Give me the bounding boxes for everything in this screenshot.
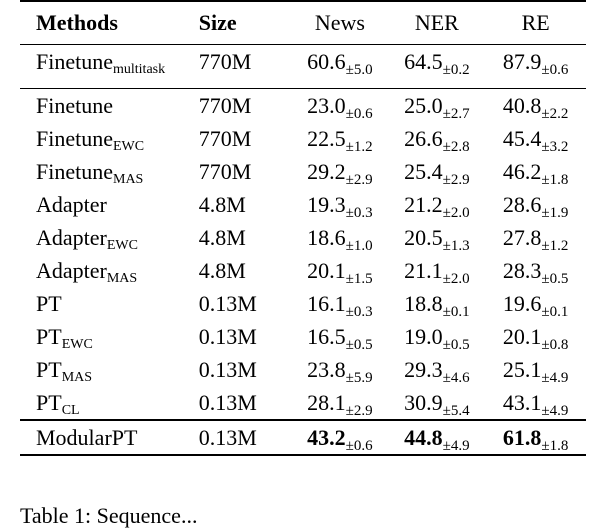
re-cell (485, 221, 586, 254)
re-cell (485, 89, 586, 123)
news-value: 23.0 (307, 92, 346, 118)
re-value: 87.9 (502, 48, 542, 74)
method-cell (20, 254, 199, 287)
method-name: Adapter (36, 257, 107, 283)
size-cell: 4.8M (198, 257, 246, 283)
ner-std: ±2.9 (442, 171, 470, 188)
size-cell: 4.8M (198, 191, 246, 217)
ner-std: ±0.1 (442, 303, 470, 320)
ner-value: 44.8 (404, 424, 443, 450)
re-value: 20.1 (502, 323, 542, 349)
news-cell (291, 420, 388, 455)
news-std: ±1.0 (345, 237, 373, 254)
size-cell: 770M (199, 45, 292, 79)
re-value: 40.8 (502, 92, 542, 118)
table-row (20, 254, 586, 287)
ner-cell (388, 221, 485, 254)
news-value: 16.5 (307, 323, 346, 349)
method-cell (20, 155, 199, 188)
re-value: 25.1 (502, 356, 542, 382)
method-subscript: EWC (106, 237, 138, 253)
size-cell: 770M (199, 89, 292, 123)
news-value: 43.2 (307, 424, 346, 450)
news-cell (291, 122, 388, 155)
re-std: ±0.6 (541, 61, 569, 78)
news-value: 28.1 (307, 389, 346, 415)
method-subscript: CL (61, 402, 80, 418)
news-std: ±0.5 (345, 336, 373, 353)
ner-value: 21.1 (404, 257, 443, 283)
size-cell: 0.13M (198, 356, 257, 382)
ner-cell (388, 287, 485, 320)
re-value: 46.2 (502, 158, 542, 184)
news-std: ±1.5 (345, 270, 373, 287)
size-cell: 0.13M (198, 323, 257, 349)
news-std: ±0.6 (345, 437, 373, 454)
method-name: PT (36, 323, 62, 349)
re-value: 45.4 (502, 125, 542, 151)
re-std: ±4.9 (541, 369, 569, 386)
table-row-modularpt (20, 420, 586, 455)
method-name: Finetune (36, 125, 113, 151)
size-cell: 0.13M (198, 290, 257, 316)
news-value: 60.6 (307, 48, 346, 74)
ner-cell (388, 420, 485, 455)
re-std: ±3.2 (541, 138, 569, 155)
news-std: ±2.9 (345, 171, 373, 188)
ner-value: 29.3 (404, 356, 443, 382)
size-cell: 0.13M (199, 420, 292, 455)
method-subscript: MAS (113, 171, 144, 187)
news-std: ±2.9 (345, 402, 373, 419)
re-cell (485, 254, 586, 287)
re-std: ±1.8 (541, 437, 569, 454)
method-subscript: EWC (61, 336, 93, 352)
ner-cell (388, 386, 485, 420)
news-std: ±0.3 (345, 303, 373, 320)
news-cell (291, 89, 388, 123)
method-subscript: MAS (106, 270, 138, 286)
ner-cell (388, 320, 485, 353)
ner-value: 64.5 (404, 48, 443, 74)
header-ner: NER (388, 1, 485, 45)
ner-cell (388, 254, 485, 287)
re-std: ±0.8 (541, 336, 569, 353)
ner-value: 20.5 (404, 224, 443, 250)
re-std: ±1.8 (541, 171, 569, 188)
table-header-row (20, 1, 586, 45)
re-std: ±2.2 (541, 105, 569, 122)
news-value: 22.5 (307, 125, 346, 151)
table-spacer (20, 78, 586, 89)
news-std: ±5.9 (345, 369, 373, 386)
news-cell (291, 45, 388, 79)
news-cell (291, 155, 388, 188)
ner-cell (388, 122, 485, 155)
method-subscript: multitask (113, 61, 166, 77)
table-row (20, 155, 586, 188)
method-cell: ModularPT (20, 420, 199, 455)
header-re: RE (485, 1, 586, 45)
table-caption: Table 1: Sequence... (20, 503, 198, 528)
re-cell (485, 287, 586, 320)
method-subscript: MAS (61, 369, 93, 385)
size-cell: 770M (198, 125, 252, 151)
method-name: PT (36, 290, 62, 316)
re-cell (485, 122, 586, 155)
table-row (20, 89, 586, 123)
ner-value: 26.6 (404, 125, 443, 151)
news-cell (291, 320, 388, 353)
method-cell (20, 122, 199, 155)
re-value: 28.6 (502, 191, 542, 217)
re-cell (485, 155, 586, 188)
ner-value: 19.0 (404, 323, 443, 349)
news-cell (291, 353, 388, 386)
table-row (20, 122, 586, 155)
method-name: Finetune (36, 158, 113, 184)
spacer-cell (20, 78, 586, 89)
method-name: Adapter (36, 191, 107, 217)
ner-value: 25.0 (404, 92, 443, 118)
ner-value: 25.4 (404, 158, 443, 184)
re-value: 27.8 (502, 224, 542, 250)
ner-cell (388, 45, 485, 79)
header-size: Size (199, 1, 292, 45)
re-value: 19.6 (502, 290, 542, 316)
ner-cell (388, 89, 485, 123)
method-cell (20, 353, 199, 386)
method-name: Adapter (36, 224, 107, 250)
re-value: 43.1 (502, 389, 542, 415)
size-cell: 770M (198, 158, 252, 184)
table-row (20, 188, 586, 221)
ner-std: ±4.6 (442, 369, 470, 386)
news-std: ±1.2 (345, 138, 373, 155)
method-cell (20, 188, 199, 221)
ner-std: ±0.2 (442, 61, 470, 78)
size-cell: 0.13M (198, 389, 257, 415)
method-cell (20, 221, 199, 254)
results-table (20, 0, 586, 456)
table-row-multitask (20, 45, 586, 79)
re-std: ±1.9 (541, 204, 569, 221)
table-row (20, 221, 586, 254)
news-value: 29.2 (307, 158, 346, 184)
method-cell (20, 89, 199, 123)
news-cell (291, 221, 388, 254)
method-cell (20, 320, 199, 353)
size-cell: 4.8M (198, 224, 246, 250)
re-std: ±0.5 (541, 270, 569, 287)
news-std: ±5.0 (345, 61, 373, 78)
ner-cell (388, 353, 485, 386)
re-cell (485, 320, 586, 353)
re-value: 61.8 (502, 424, 542, 450)
re-cell (485, 188, 586, 221)
ner-std: ±2.7 (442, 105, 470, 122)
method-name: Finetune (36, 48, 113, 74)
table-row (20, 353, 586, 386)
ner-value: 30.9 (404, 389, 443, 415)
method-cell (20, 45, 199, 79)
news-value: 23.8 (307, 356, 346, 382)
news-value: 18.6 (307, 224, 346, 250)
method-subscript: EWC (113, 138, 145, 154)
table-row (20, 320, 586, 353)
news-std: ±0.3 (345, 204, 373, 221)
method-name: PT (36, 356, 62, 382)
re-std: ±4.9 (541, 402, 569, 419)
table-row (20, 386, 586, 420)
method-cell (20, 386, 199, 420)
ner-std: ±2.8 (442, 138, 470, 155)
news-cell (291, 254, 388, 287)
news-value: 19.3 (307, 191, 346, 217)
ner-cell (388, 188, 485, 221)
ner-std: ±5.4 (442, 402, 470, 419)
results-table-container (20, 0, 586, 456)
ner-std: ±2.0 (442, 270, 470, 287)
news-cell (291, 188, 388, 221)
re-cell (485, 420, 586, 455)
method-name: Finetune (36, 92, 113, 118)
ner-std: ±1.3 (442, 237, 470, 254)
ner-std: ±4.9 (442, 437, 470, 454)
re-value: 28.3 (502, 257, 542, 283)
news-value: 20.1 (307, 257, 346, 283)
method-name: PT (36, 389, 62, 415)
re-std: ±0.1 (541, 303, 569, 320)
ner-std: ±2.0 (442, 204, 470, 221)
table-row (20, 287, 586, 320)
news-value: 16.1 (307, 290, 346, 316)
news-cell (291, 386, 388, 420)
ner-std: ±0.5 (442, 336, 470, 353)
re-std: ±1.2 (541, 237, 569, 254)
header-news: News (291, 1, 388, 45)
ner-value: 21.2 (404, 191, 443, 217)
method-cell (20, 287, 199, 320)
news-std: ±0.6 (345, 105, 373, 122)
ner-value: 18.8 (404, 290, 443, 316)
re-cell (485, 45, 586, 79)
ner-cell (388, 155, 485, 188)
re-cell (485, 386, 586, 420)
news-cell (291, 287, 388, 320)
header-methods: Methods (20, 1, 199, 45)
re-cell (485, 353, 586, 386)
